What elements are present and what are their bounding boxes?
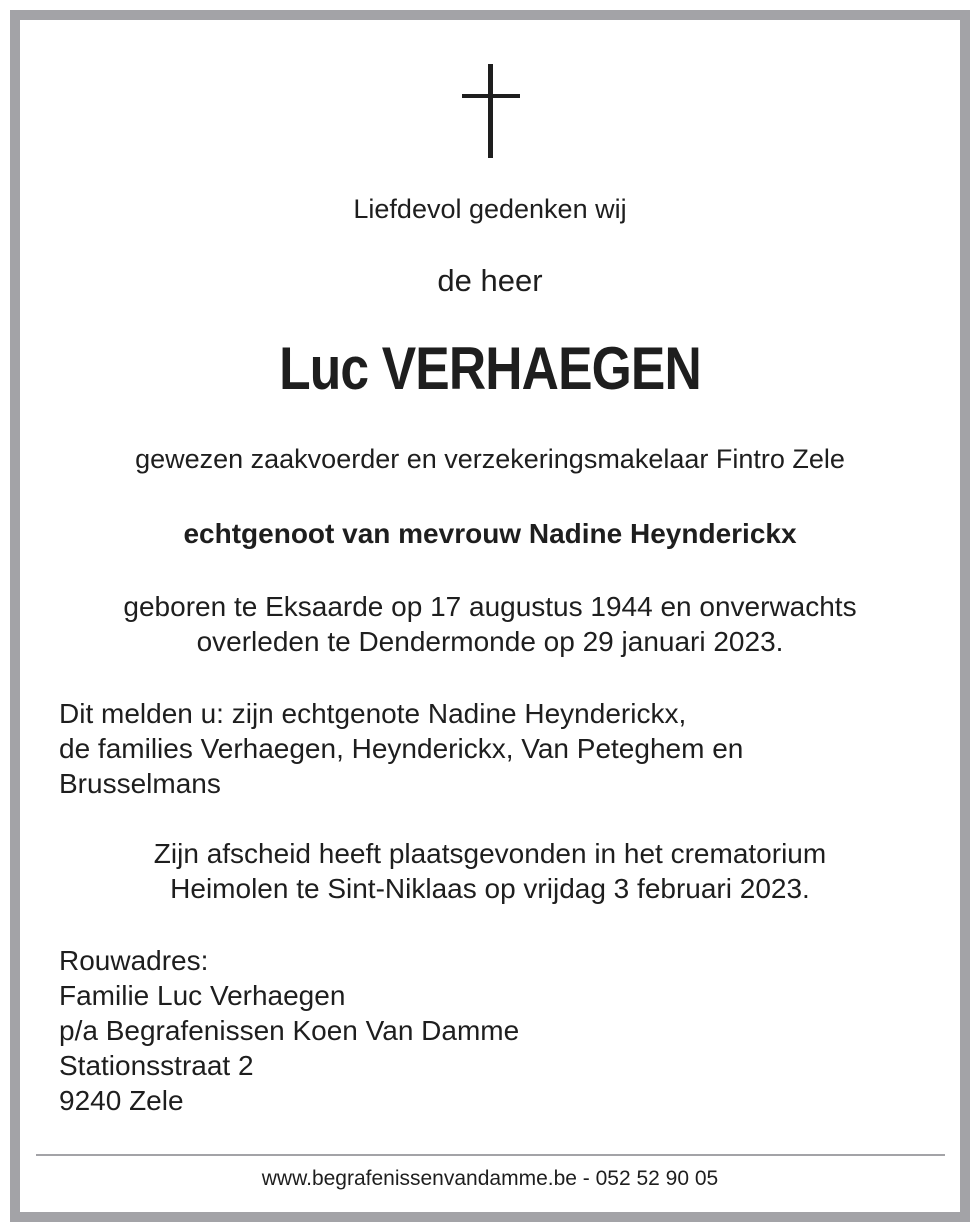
address-line: 9240 Zele bbox=[59, 1085, 184, 1116]
cross-icon bbox=[462, 64, 520, 158]
farewell-line: Heimolen te Sint-Niklaas op vrijdag 3 februari 2023. bbox=[170, 873, 810, 904]
address-line: Familie Luc Verhaegen bbox=[59, 980, 346, 1011]
address-line: p/a Begrafenissen Koen Van Damme bbox=[59, 1015, 520, 1046]
mourning-address bbox=[59, 943, 919, 1118]
address-heading: Rouwadres: bbox=[59, 945, 209, 976]
announcement-line: Brusselmans bbox=[59, 768, 221, 799]
intro-text: Liefdevol gedenken wij bbox=[353, 194, 627, 224]
address-line: Stationsstraat 2 bbox=[59, 1050, 254, 1081]
death-line: overleden te Dendermonde op 29 januari 2023. bbox=[196, 626, 784, 657]
footer-divider bbox=[36, 1154, 945, 1156]
birth-death-details bbox=[0, 589, 980, 659]
spouse-text: echtgenoot van mevrouw Nadine Heynderickx bbox=[183, 518, 797, 549]
footer-contact: www.begrafenissenvandamme.be - 052 52 90 05 bbox=[261, 1167, 719, 1190]
announcement-line: de families Verhaegen, Heynderickx, Van Peteghem en bbox=[59, 733, 744, 764]
announcement-block bbox=[59, 696, 919, 801]
title-prefix: de heer bbox=[437, 263, 543, 298]
deceased-name: Luc VERHAEGEN bbox=[279, 335, 701, 402]
farewell-details bbox=[0, 836, 980, 906]
farewell-line: Zijn afscheid heeft plaatsgevonden in het crematorium bbox=[153, 838, 827, 869]
occupation-text: gewezen zaakvoerder en verzekeringsmakelaar Fintro Zele bbox=[135, 444, 845, 474]
birth-line: geboren te Eksaarde op 17 augustus 1944 en onverwachts bbox=[123, 591, 857, 622]
announcement-line: Dit melden u: zijn echtgenote Nadine Heynderickx, bbox=[59, 698, 687, 729]
